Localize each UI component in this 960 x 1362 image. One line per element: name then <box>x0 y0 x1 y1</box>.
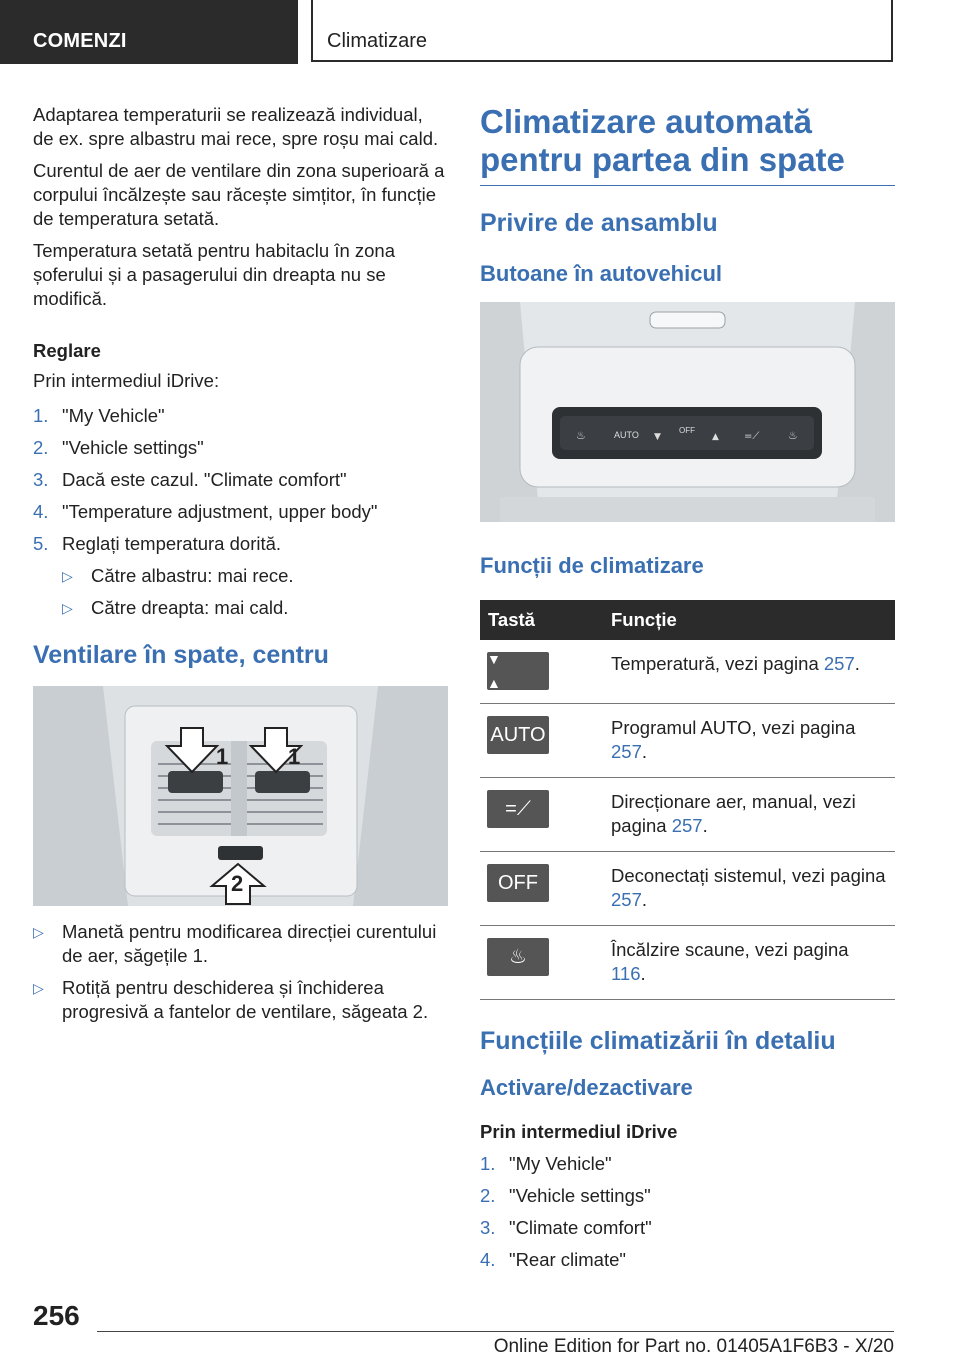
page-number: 256 <box>33 1300 80 1331</box>
buttons-heading: Butoane în autovehicul <box>480 261 723 286</box>
idrive-title: Prin intermediul iDrive <box>480 1121 678 1142</box>
activation-steps <box>480 1152 895 1272</box>
list-item: ▷ Către dreapta: mai cald. <box>62 597 289 618</box>
svg-text:♨: ♨ <box>788 429 798 442</box>
functions-table <box>480 600 895 1000</box>
svg-text:=⟋: =⟋ <box>744 431 760 442</box>
list-item: 1. "My Vehicle" <box>480 1153 612 1174</box>
paragraph: Curentul de aer de ventilare din zona superioară a corpului încălzește sau răcește simțitor, în funcție de temperatura setată. <box>33 160 445 229</box>
list-item: 3. Dacă este cazul. "Climate comfort" <box>33 469 347 490</box>
page-link[interactable]: 257 <box>823 653 855 674</box>
table-row: AUTO Programul AUTO, vezi pagina 257. <box>480 704 895 778</box>
list-item: 2. "Vehicle settings" <box>33 437 204 458</box>
panel-off-label: OFF <box>679 426 695 435</box>
air-direction-icon: =⟋ <box>487 790 549 828</box>
temperature-arrows-icon: ▼ ▲ <box>487 652 549 690</box>
list-item: 2. "Vehicle settings" <box>480 1185 651 1206</box>
page-link[interactable]: 257 <box>671 815 703 836</box>
triangle-bullet-icon: ▷ <box>33 924 44 940</box>
detail-heading: Funcțiile climatizării în detaliu <box>480 1027 836 1055</box>
reglare-steps <box>33 404 448 556</box>
svg-text:▼: ▼ <box>654 432 661 442</box>
footer-rule <box>97 1331 894 1332</box>
reglare-title: Reglare <box>33 340 101 361</box>
table-row: ♨ Încălzire scaune, vezi pagina 116. <box>480 926 895 1000</box>
list-item: 5. Reglați temperatura dorită. <box>33 533 282 554</box>
right-column <box>480 103 895 1280</box>
seat-heating-icon: ♨ <box>487 938 549 976</box>
list-item: 3. "Climate comfort" <box>480 1217 652 1238</box>
activation-heading: Activare/dezactivare <box>480 1075 693 1100</box>
chapter-tab <box>311 0 893 62</box>
vent-bullets <box>33 920 448 1024</box>
list-item: 4. "Temperature adjustment, upper body" <box>33 501 378 522</box>
table-row: ▼ ▲ Temperatură, vezi pagina 257. <box>480 640 895 704</box>
functions-heading: Funcții de climatizare <box>480 553 704 578</box>
auto-icon: AUTO <box>487 716 549 754</box>
triangle-bullet-icon: ▷ <box>62 600 73 616</box>
vent-heading: Ventilare în spate, centru <box>33 641 329 669</box>
list-item: 4. "Rear climate" <box>480 1249 626 1270</box>
table-header: Funcție <box>603 600 895 640</box>
list-item: ▷ Rotiță pentru deschiderea și închiderea progresivă a fantelor de ventilare, săgeata 2. <box>33 977 429 1022</box>
section-tab <box>0 0 298 64</box>
overview-heading: Privire de ansamblu <box>480 209 718 237</box>
page-title: Climatizare automată pentru partea din spate <box>480 103 845 178</box>
table-row: OFF Deconectați sistemul, vezi pagina 257. <box>480 852 895 926</box>
panel-auto-label: AUTO <box>614 430 639 440</box>
table-header: Tastă <box>480 600 603 640</box>
table-row: =⟋ Direcționare aer, manual, vezi pagina 257. <box>480 778 895 852</box>
vent-label: 1 <box>288 744 301 769</box>
rear-vent-image <box>33 686 448 906</box>
svg-text:▲: ▲ <box>712 432 719 442</box>
triangle-bullet-icon: ▷ <box>33 980 44 996</box>
left-column <box>33 103 448 1032</box>
off-icon: OFF <box>487 864 549 902</box>
page-link[interactable]: 116 <box>611 963 641 984</box>
paragraph: Adaptarea temperaturii se realizează individual, de ex. spre albastru mai rece, spre roșu mai cald. <box>33 104 439 149</box>
section-label: COMENZI <box>33 30 127 52</box>
edition-footer: Online Edition for Part no. 01405A1F6B3 - X/20 <box>493 1336 894 1357</box>
vent-label: 2 <box>231 871 244 896</box>
chapter-label: Climatizare <box>327 30 428 52</box>
list-item: 1. "My Vehicle" <box>33 405 165 426</box>
paragraph: Temperatura setată pentru habitaclu în zona șoferului și a pasagerului din dreapta nu se modifică. <box>33 240 396 309</box>
sub-bullets <box>33 564 448 620</box>
list-item: ▷ Către albastru: mai rece. <box>62 565 294 586</box>
control-panel-image <box>480 302 895 522</box>
triangle-bullet-icon: ▷ <box>62 568 73 584</box>
list-item: ▷ Manetă pentru modificarea direcției curentului de aer, săgețile 1. <box>33 921 437 966</box>
vent-label: 1 <box>216 744 229 769</box>
page-link[interactable]: 257 <box>611 889 642 910</box>
page-link[interactable]: 257 <box>611 741 642 762</box>
svg-text:♨: ♨ <box>576 429 586 442</box>
reglare-intro: Prin intermediul iDrive: <box>33 370 220 391</box>
